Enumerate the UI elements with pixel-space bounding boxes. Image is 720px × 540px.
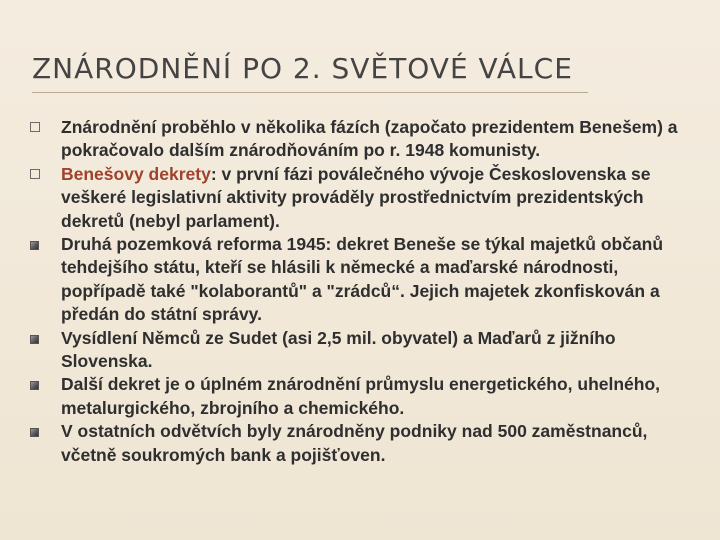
bullet-list [30,116,680,467]
bullet-item-5 [30,373,680,420]
bullet-item-2 [30,163,680,233]
bullet-item-3 [30,233,680,327]
bullet-text: Druhá pozemková reforma 1945: dekret Beneše se týkal majetků občanů tehdejšího státu, kteří se hlásili k německé a maďarské národnosti, popřípadě také "kolaborantů" a "zrádců“. Jejich majetek zkonfiskován a předán do státní správy. [61,234,664,325]
bullet-item-1 [30,116,680,163]
hollow-square-icon [30,169,40,179]
bullet-text: Vysídlení Němců ze Sudet (asi 2,5 mil. obyvatel) a Maďarů z jižního Slovenska. [61,327,616,372]
bullet-item-4 [30,327,680,374]
bullet-highlight: Benešovy dekrety [61,163,211,184]
hollow-square-icon [30,122,40,132]
bullet-text: Další dekret je o úplném znárodnění průmyslu energetického, uhelného, metalurgického, zbrojního a chemického. [61,374,661,418]
filled-square-icon [30,335,39,344]
filled-square-icon [30,241,39,250]
title-underline [32,92,588,93]
bullet-text: : v první fázi poválečného vývoje Československa se veškeré legislativní aktivity prováděly prostřednictvím prezidentských dekretů (nebyl parlament). [61,163,651,231]
filled-square-icon [30,428,39,437]
bullet-text: V ostatních odvětvích byly znárodněny podniky nad 500 zaměstnanců, včetně soukromých bank a pojišťoven. [61,421,648,465]
slide-title: ZNÁRODNĚNÍ PO 2. SVĚTOVÉ VÁLCE [32,52,573,85]
bullet-text: Znárodnění proběhlo v několika fázích (započato prezidentem Benešem) a pokračovalo dalším znárodňováním po r. 1948 komunisty. [61,117,678,161]
bullet-item-6 [30,420,680,467]
filled-square-icon [30,381,39,390]
